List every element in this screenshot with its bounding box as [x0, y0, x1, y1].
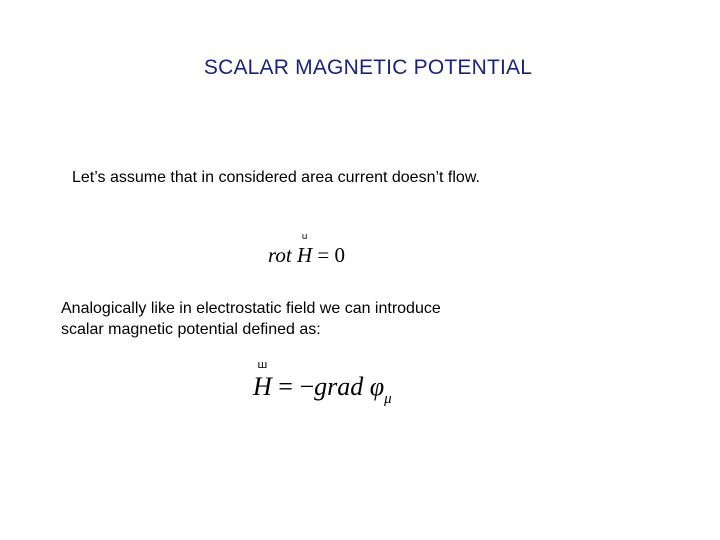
- analogy-line-1: Analogically like in electrostatic field we can introduce: [61, 300, 441, 317]
- rot-h-equation: [268, 232, 345, 268]
- assumption-text: Let’s assume that in considered area current doesn’t flow.: [72, 169, 480, 186]
- mu-subscript: μ: [384, 391, 392, 407]
- slide-title: SCALAR MAGNETIC POTENTIAL: [203, 56, 533, 79]
- vector-h-letter: H: [253, 372, 272, 401]
- vector-arrow-mark: u: [301, 232, 308, 242]
- equation-rhs: = 0: [317, 243, 345, 267]
- analogy-text: [61, 298, 441, 340]
- grad-operator: grad: [314, 372, 364, 401]
- rot-operator: rot: [268, 243, 292, 267]
- vector-h: [296, 232, 313, 268]
- potential-definition-equation: [253, 358, 392, 408]
- equals-minus: = −: [278, 372, 315, 401]
- vector-h-letter: H: [296, 243, 313, 267]
- phi-symbol: φ: [369, 372, 385, 401]
- vector-arrow-mark: ш: [257, 358, 268, 371]
- vector-h: [253, 358, 272, 402]
- analogy-line-2: scalar magnetic potential defined as:: [61, 321, 321, 338]
